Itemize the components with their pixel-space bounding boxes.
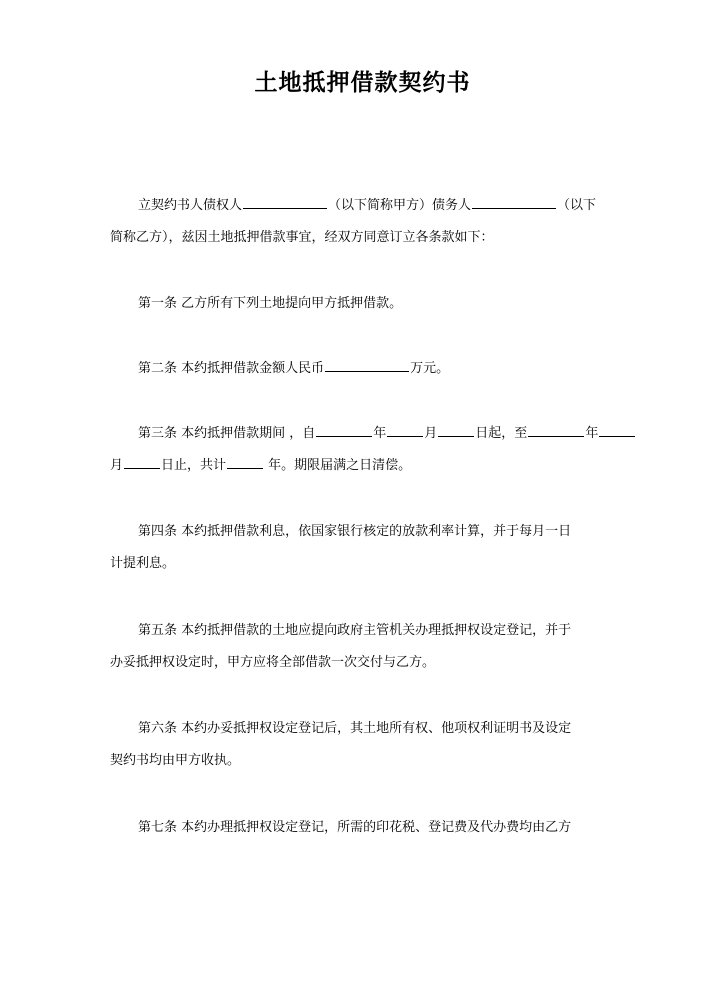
article-4-line-1: 第四条 本约抵押借款利息，依国家银行核定的放款利率计算，并于每月一日 [138,524,572,539]
month-label: 月 [424,426,438,441]
amount-blank [325,357,409,372]
article-3 [110,418,680,482]
end-month-blank [599,422,635,437]
preamble-text: 立契约书人债权人 [138,198,243,213]
article-5-line-1: 第五条 本约抵押借款的土地应提向政府主管机关办理抵押权设定登记，并于 [138,623,572,638]
preamble-text: （以下简称甲方）债务人 [328,198,472,213]
article-5 [110,615,680,679]
preamble-text: （以下 [557,198,597,213]
article-2-text: 第二条 本约抵押借款金额人民币 [138,361,325,376]
end-day-blank [124,454,160,469]
start-month-blank [387,422,423,437]
article-7 [110,812,680,844]
article-1-text: 第一条 乙方所有下列土地提向甲方抵押借款。 [138,296,403,311]
article-3-text: 日起，至 [475,426,528,441]
month-label: 月 [110,458,124,473]
article-4 [110,516,680,580]
article-7-line-1: 第七条 本约办理抵押权设定登记，所需的印花税、登记费及代办费均由乙方 [138,820,572,835]
article-3-text: 年。期限届满之日清偿。 [264,458,412,473]
end-year-blank [528,422,584,437]
article-2-unit: 万元。 [410,361,450,376]
year-label: 年 [585,426,599,441]
article-1 [110,288,680,320]
article-4-line-2: 计提利息。 [110,556,176,571]
article-5-line-2: 办妥抵押权设定时，甲方应将全部借款一次交付与乙方。 [110,655,436,670]
article-3-text: 第三条 本约抵押借款期间 ，自 [138,426,316,441]
article-6-line-2: 契约书均由甲方收执。 [110,753,241,768]
article-6-line-1: 第六条 本约办妥抵押权设定登记后，其土地所有权、他项权利证明书及设定 [138,721,572,736]
start-year-blank [316,422,372,437]
article-2 [110,353,680,385]
preamble-paragraph [110,190,680,254]
debtor-blank [472,194,556,209]
year-label: 年 [373,426,387,441]
contract-title: 土地抵押借款契约书 [254,70,471,96]
total-years-blank [227,454,263,469]
article-3-text: 日止，共计 [161,458,227,473]
article-6 [110,713,680,777]
creditor-blank [243,194,327,209]
preamble-line-2: 简称乙方），兹因土地抵押借款事宜，经双方同意订立各条款如下： [110,230,494,245]
start-day-blank [438,422,474,437]
